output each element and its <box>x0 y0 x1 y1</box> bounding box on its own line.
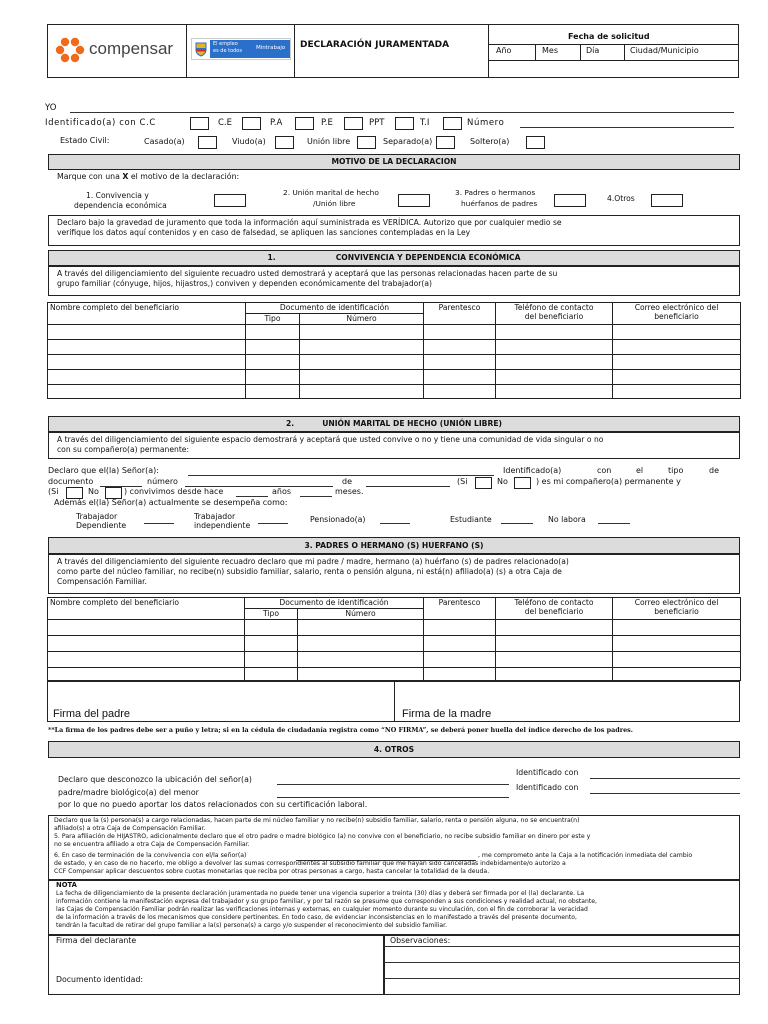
legal-p5-l1: 5. Para afiliación de HIJASTRO, adicionalmente declaro que el otro padre o madre biológico (a) no convive con el beneficiario, no recibe subsidio familiar en dinero por este y <box>54 833 591 840</box>
th3-parentesco: Parentesco <box>424 598 496 620</box>
trab-ind-l2: independiente <box>194 521 251 530</box>
numero-label: Número <box>467 118 505 128</box>
declaro-l2: verifique los datos aquí contenidos y en caso de falsedad, se apliquen las sanciones contempladas en la Ley <box>57 228 471 237</box>
th3-tipo: Tipo <box>245 609 298 620</box>
th3-documento: Documento de identificación <box>245 598 424 609</box>
sec3-text-l3: Compensación Familiar. <box>57 577 147 586</box>
pensionado-label: Pensionado(a) <box>310 515 366 524</box>
nota-l1: La fecha de diligenciamiento de la presente declaración juramentada no puede tener una vigencia superior a treinta (30) días y deberá ser firmada por el (la) declarante. La <box>56 890 585 897</box>
th3-correo <box>613 598 741 620</box>
checkbox-pe[interactable] <box>344 117 363 130</box>
sec2-declaro: Declaro que el(la) Señor(a): <box>48 466 159 475</box>
doc-type-pe: P.E <box>321 118 333 128</box>
sec4-ident1: Identificado con <box>516 768 579 777</box>
fecha-col-div1 <box>535 44 536 60</box>
th-telefono-l2: del beneficiario <box>524 312 584 321</box>
gov-line2: es de todos <box>213 48 242 54</box>
table-row[interactable] <box>48 385 741 399</box>
th-tipo: Tipo <box>246 314 300 325</box>
checkbox-separado[interactable] <box>436 136 455 149</box>
sec2-text-l2: con su compañero(a) permanente: <box>57 445 190 454</box>
ident2-field[interactable] <box>590 793 740 794</box>
th-nombre: Nombre completo del beneficiario <box>48 303 246 325</box>
table-row[interactable] <box>48 340 741 355</box>
numero-field[interactable] <box>520 127 734 128</box>
legal-p6-l3: CCF Compensar aplicar descuentos sobre cuotas monetarias que reciba por otras personas a cargo, hasta cancelar la totalidad de la deuda. <box>54 868 490 875</box>
table-row[interactable] <box>48 355 741 370</box>
sec3-text <box>48 554 740 594</box>
th3-correo-l2: beneficiario <box>654 607 699 616</box>
sec2-con: con <box>597 466 612 475</box>
nota-l4: de la información a través de los mecanismos que considere pertinentes. En todo caso, de evidenciar inconsistencias en lo manifestado a través del presente documento, <box>56 914 577 921</box>
sec2-text-l1: A través del diligenciamiento del siguiente espacio demostrará y aceptará que usted convive o no y tiene una comunidad de vida singular o no <box>57 435 604 444</box>
estado-civil-label: Estado Civil: <box>60 136 110 145</box>
th-telefono-l1: Teléfono de contacto <box>514 303 594 312</box>
th3-telefono-l1: Teléfono de contacto <box>514 598 594 607</box>
checkbox-ppt[interactable] <box>395 117 414 130</box>
observaciones-label: Observaciones: <box>390 936 451 945</box>
estado-casado: Casado(a) <box>144 137 185 146</box>
fecha-col-day: Día <box>586 46 600 55</box>
checkbox-ti[interactable] <box>443 117 462 130</box>
sec2-documento: documento <box>48 477 94 486</box>
nota-l3: las Cajas de Compensación Familiar podrán realizar las verificaciones internas y externas, en cualquier momento durante su vinculación, con el fin de corroborar la veracidad <box>56 906 588 913</box>
estudiante-label: Estudiante <box>450 515 492 524</box>
sec2-no2: No <box>88 487 99 496</box>
sec2-numero: número <box>147 477 178 486</box>
sec2-si2: (Si <box>48 487 59 496</box>
sec2-convivimos: ) convivimos desde hace <box>124 487 224 496</box>
yo-label: YO <box>45 103 57 113</box>
yo-field[interactable] <box>70 112 734 113</box>
doc-type-ce: C.E <box>218 118 233 128</box>
estado-union-libre: Unión libre <box>307 137 351 146</box>
sec4-l1: Declaro que desconozco la ubicación del señor(a) <box>58 775 252 784</box>
form-title: DECLARACIÓN JURAMENTADA <box>300 40 450 50</box>
th-correo-l2: beneficiario <box>654 312 699 321</box>
sec1-num: 1. <box>267 253 276 262</box>
motivo-opt1-l2: dependencia económica <box>74 201 167 210</box>
no-labora-field[interactable] <box>598 523 630 524</box>
instr-x: X <box>122 172 129 181</box>
legal-p5-l2: no se encuentra afiliado a otra Caja de Compensación Familiar. <box>54 841 250 848</box>
sec3-text-l1: A través del diligenciamiento del siguiente recuadro declaro que mi padre / madre, hermano (a) huérfano (s) de padres relacionado(a) <box>57 557 569 566</box>
doc-place-field[interactable] <box>366 486 450 487</box>
title-divider <box>488 24 489 78</box>
th-parentesco: Parentesco <box>424 303 496 325</box>
fecha-top-line <box>488 44 739 45</box>
sec2-es-mi: ) es mi compañero(a) permanente y <box>536 477 681 486</box>
th3-correo-l1: Correo electrónico del <box>634 598 719 607</box>
nota-l2: información contiene la manifestación expresa del trabajador y su grupo familiar, y por tal razón se presume que corresponden a sus condiciones y realidad actual, no obstante, <box>56 898 597 905</box>
checkbox-no-1[interactable] <box>514 477 531 489</box>
estado-separado: Separado(a) <box>383 137 433 146</box>
menor-field[interactable] <box>277 797 509 798</box>
checkbox-si-1[interactable] <box>475 477 492 489</box>
ubicacion-field[interactable] <box>277 784 509 785</box>
motivo-band <box>48 154 740 170</box>
trab-dep-l1: Trabajador <box>76 512 118 521</box>
identificado-label: Identificado(a) con C.C <box>45 118 156 128</box>
observaciones-line-3[interactable] <box>384 978 740 979</box>
checkbox-viudo[interactable] <box>275 136 294 149</box>
motivo-opt4: 4.Otros <box>607 194 635 203</box>
sec2-identificado: Identificado(a) <box>503 466 562 475</box>
sec3-band <box>48 537 740 554</box>
sec2-de: de <box>709 466 719 475</box>
motivo-title: MOTIVO DE LA DECLARACION <box>331 157 457 166</box>
declaro-l1: Declaro bajo la gravedad de juramento que toda la información aquí suministrada es VERÍDICA. Autorizo que por cualquier medio se <box>57 218 562 227</box>
table-row[interactable] <box>48 370 741 385</box>
checkbox-motivo-1[interactable] <box>214 194 246 207</box>
declaro-box <box>48 215 740 246</box>
senor-field[interactable] <box>188 475 494 476</box>
doc-type-pa: P.A <box>270 118 283 128</box>
sec3-title: 3. PADRES O HERMANO (S) HUERFANO (S) <box>304 541 484 550</box>
legal-p6-l1a: 6. En caso de terminación de la convivencia con el/la señor(a) <box>54 852 247 859</box>
observaciones-line-2[interactable] <box>384 962 740 963</box>
sec4-band <box>48 741 740 758</box>
doc-type-ppt: PPT <box>369 118 385 128</box>
ident1-field[interactable] <box>590 778 740 779</box>
no-labora-label: No labora <box>548 515 586 524</box>
checkbox-soltero[interactable] <box>526 136 545 149</box>
sec4-l2: padre/madre biológico(a) del menor <box>58 788 199 797</box>
beneficiary-table-3 <box>47 597 741 681</box>
gov-line1: El empleo <box>213 41 238 47</box>
estudiante-field[interactable] <box>501 523 533 524</box>
th-telefono <box>496 303 613 325</box>
doc-type-ti: T.I <box>420 118 430 128</box>
table-row[interactable] <box>48 668 741 681</box>
logo-divider <box>186 24 187 78</box>
legal-p1-l2: afiliado(s) a otra Caja de Compensación Familiar. <box>54 825 206 832</box>
trab-dep-field[interactable] <box>144 523 174 524</box>
meses-field[interactable] <box>300 496 332 497</box>
nota-l5: tendrán la facultad de retirar del grupo familiar a la(s) persona(s) a cargo y/o suspender el reconocimiento del subsidio familiar. <box>56 922 447 929</box>
firma-madre-label: Firma de la madre <box>402 708 492 720</box>
sec2-no: No <box>497 477 508 486</box>
sec2-text <box>48 432 740 459</box>
motivo-instruction <box>57 173 239 182</box>
sec1-text-l2: grupo familiar (cónyuge, hijos, hijastros,) conviven y dependen económicamente del trabajador(a) <box>57 279 432 288</box>
sec4-ident2: Identificado con <box>516 783 579 792</box>
sec2-de2: de <box>342 477 352 486</box>
sec1-text-l1: A través del diligenciamiento del siguiente recuadro usted demostrará y aceptará que las personas relacionadas hacen parte de su <box>57 269 558 278</box>
table-row[interactable] <box>48 325 741 340</box>
observaciones-line-1[interactable] <box>384 946 740 947</box>
sec1-title: CONVIVENCIA Y DEPENDENCIA ECONÓMICA <box>335 253 521 262</box>
fecha-label: Fecha de solicitud <box>568 32 650 41</box>
instr-post: el motivo de la declaración: <box>128 172 240 181</box>
motivo-opt3-l2: huérfanos de padres <box>461 199 538 208</box>
sec2-ademas: Además el(la) Señor(a) actualmente se desempeña como: <box>54 498 288 507</box>
sec2-tipo: tipo <box>668 466 684 475</box>
checkbox-pa[interactable] <box>295 117 314 130</box>
trab-ind-field[interactable] <box>258 523 288 524</box>
beneficiary-table-1 <box>47 302 741 399</box>
instr-pre: Marque con una <box>57 172 123 181</box>
th-documento: Documento de identificación <box>246 303 424 314</box>
trab-ind-l1: Trabajador <box>194 512 236 521</box>
sec4-title: 4. OTROS <box>373 745 415 754</box>
gov-divider <box>294 24 295 78</box>
firma-declarante-label: Firma del declarante <box>56 936 137 945</box>
th-numero: Número <box>300 314 424 325</box>
motivo-opt3-l1: 3. Padres o hermanos <box>455 188 536 197</box>
colombia-shield-icon <box>195 42 207 57</box>
sec2-anos: años <box>272 487 292 496</box>
th3-telefono-l2: del beneficiario <box>524 607 584 616</box>
firma-note: **La firma de los padres debe ser a puño y letra; si en la cédula de ciudadanía registra como “NO FIRMA”, se deberá poner huella del índice derecho de los padres. <box>48 726 633 734</box>
nota-title: NOTA <box>56 881 77 889</box>
estado-viudo: Viudo(a) <box>232 137 266 146</box>
table-row[interactable] <box>48 652 741 668</box>
checkbox-union-libre[interactable] <box>357 136 376 149</box>
sec3-text-l2: como parte del núcleo familiar, no recibe(n) subsidio familiar, salario, renta o pensión alguna, ni está(n) afiliado(a) (s) a otra Caja de <box>57 567 562 576</box>
estado-soltero: Soltero(a) <box>470 137 510 146</box>
fecha-col-div2 <box>580 44 581 60</box>
sec2-si: (Si <box>457 477 468 486</box>
checkbox-motivo-3[interactable] <box>554 194 586 207</box>
legal-p6-l1b: , me comprometo ante la Caja a la notificación inmediata del cambio <box>478 852 693 859</box>
trab-dep-l2: Dependiente <box>76 521 127 530</box>
checkbox-casado[interactable] <box>198 136 217 149</box>
th3-telefono <box>496 598 613 620</box>
sec2-num: 2. <box>286 419 295 428</box>
checkbox-motivo-2[interactable] <box>398 194 430 207</box>
table-row[interactable] <box>48 636 741 652</box>
fecha-col-city: Ciudad/Municipio <box>630 46 699 55</box>
gov-logo <box>191 38 291 60</box>
legal-p1-l1: Declaro que la (s) persona(s) a cargo relacionadas, hacen parte de mi núcleo familiar y no recibe(n) subsidio familiar, salario, renta o pensión alguna, no se encuentra(n) <box>54 817 580 824</box>
legal-p6-l2: de estado, y en caso de no hacerlo, me obligo a devolver las sumas correspondientes al subsidio familiar que me hayan sido canceladas indebidamente/o autorizo a <box>54 860 566 867</box>
sec4-l3: por lo que no puedo aportar los datos relacionados con su certificación laboral. <box>58 800 368 809</box>
th-correo <box>613 303 741 325</box>
fecha-col-month: Mes <box>542 46 558 55</box>
motivo-opt1-l1: 1. Convivencia y <box>86 191 149 200</box>
brand-name: compensar <box>89 39 174 58</box>
checkbox-motivo-4[interactable] <box>651 194 683 207</box>
firma-padre-label: Firma del padre <box>53 708 131 720</box>
motivo-opt2-l1: 2. Unión marital de hecho <box>283 188 379 197</box>
motivo-opt2-l2: /Unión libre <box>313 199 356 208</box>
th3-numero: Número <box>298 609 424 620</box>
th-correo-l1: Correo electrónico del <box>634 303 719 312</box>
sec1-text <box>48 266 740 296</box>
compensar-logo-icon <box>55 36 91 64</box>
gov-ministry: Mintrabajo <box>256 45 286 51</box>
anos-field[interactable] <box>236 496 268 497</box>
checkbox-ce[interactable] <box>242 117 261 130</box>
documento-identidad-label: Documento identidad: <box>56 975 144 984</box>
sec1-band <box>48 250 740 266</box>
sec2-title: UNIÓN MARITAL DE HECHO (UNIÓN LIBRE) <box>322 419 502 428</box>
sec2-band <box>48 416 740 432</box>
th3-nombre: Nombre completo del beneficiario <box>48 598 245 620</box>
pensionado-field[interactable] <box>380 523 410 524</box>
fecha-col-div3 <box>624 44 625 60</box>
table-row[interactable] <box>48 620 741 636</box>
fecha-col-year: Año <box>496 46 512 55</box>
checkbox-cc[interactable] <box>190 117 209 130</box>
fecha-bottom-line <box>488 60 739 61</box>
sec2-el: el <box>636 466 644 475</box>
sec2-meses: meses. <box>335 487 364 496</box>
